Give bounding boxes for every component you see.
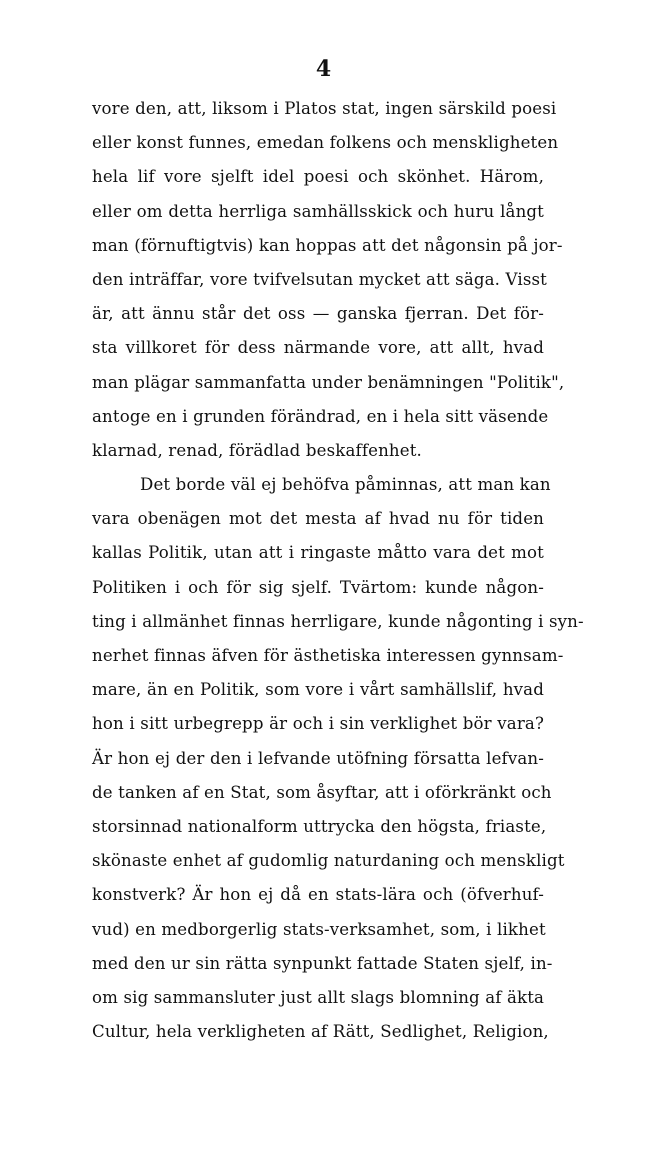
text-line: vore den, att, liksom i Platos stat, ingen särskild poesi — [92, 99, 557, 118]
text-line: vud) en medborgerlig stats-verksamhet, som, i likhet — [92, 919, 546, 939]
text-line: hela lif vore sjelft idel poesi och skönhet. Härom, — [92, 167, 544, 187]
body-text — [92, 92, 584, 1049]
text-line: nerhet finnas äfven för ästhetiska interessen gynnsam- — [92, 646, 564, 665]
text-line: antoge en i grunden förändrad, en i hela sitt väsende — [92, 406, 549, 426]
text-line: skönaste enhet af gudomlig naturdaning och menskligt — [92, 851, 565, 871]
text-line: Cultur, hela verkligheten af Rätt, Sedlighet, Religion, — [92, 1022, 549, 1042]
text-line: sta villkoret för dess närmande vore, att allt, hvad — [92, 338, 544, 358]
text-line: man (förnuftigtvis) kan hoppas att det någonsin på jor- — [92, 235, 563, 255]
paragraph-1 — [92, 92, 565, 468]
text-line: den inträffar, vore tvifvelsutan mycket att säga. Visst — [92, 269, 547, 289]
text-line: eller konst funnes, emedan folkens och menskligheten — [92, 133, 559, 153]
text-line: mare, än en Politik, som vore i vårt samhällslif, hvad — [92, 680, 544, 700]
text-line: de tanken af en Stat, som åsyftar, att i oförkränkt och — [92, 782, 552, 802]
text-line: Det borde väl ej behöfva påminnas, att man kan — [140, 475, 551, 495]
text-line: klarnad, renad, förädlad beskaffenhet. — [92, 440, 422, 460]
text-line: om sig sammansluter just allt slags blomning af äkta — [92, 987, 545, 1007]
text-line: kallas Politik, utan att i ringaste måtto vara det mot — [92, 543, 544, 563]
text-line: man plägar sammanfatta under benämningen "Politik", — [92, 372, 565, 392]
text-line: Politiken i och för sig sjelf. Tvärtom: kunde någon- — [92, 577, 544, 597]
text-line: storsinnad nationalform uttrycka den högsta, friaste, — [92, 816, 547, 836]
paragraph-2 — [92, 468, 584, 1049]
text-line: är, att ännu står det oss — ganska fjerran. Det för- — [92, 304, 544, 324]
text-line: vara obenägen mot det mesta af hvad nu för tiden — [92, 509, 544, 529]
text-line: ting i allmänhet finnas herrligare, kunde någonting i syn- — [92, 611, 584, 631]
text-line: Är hon ej der den i lefvande utöfning försatta lefvan- — [92, 748, 544, 768]
page-number: 4 — [315, 56, 332, 82]
text-line: eller om detta herrliga samhällsskick och huru långt — [92, 201, 544, 221]
text-line: konstverk? Är hon ej då en stats-lära och (öfverhuf- — [92, 885, 544, 905]
text-line: hon i sitt urbegrepp är och i sin verklighet bör vara? — [92, 714, 544, 734]
text-line: med den ur sin rätta synpunkt fattade Staten sjelf, in- — [92, 953, 553, 973]
